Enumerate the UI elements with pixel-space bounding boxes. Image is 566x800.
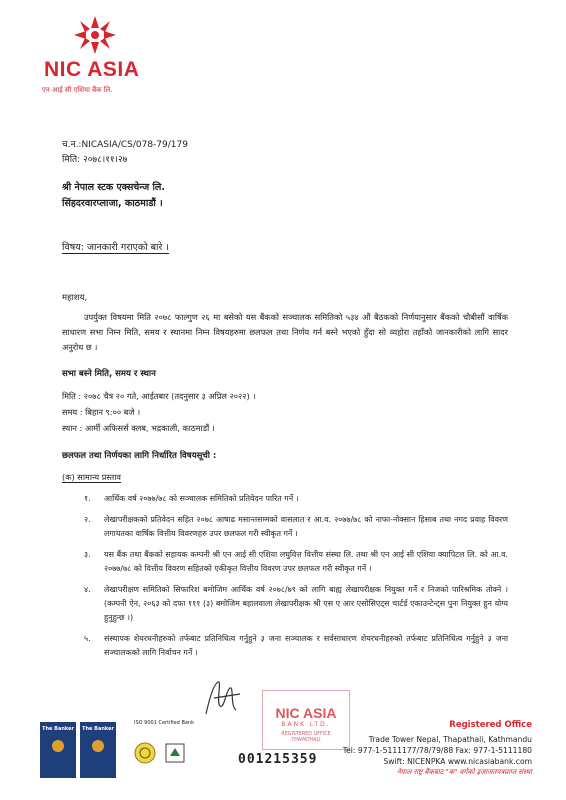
body-paragraph: उपर्युक्त विषयमा मिति २०७८ फाल्गुण २६ मा बसेको यस बैंकको सञ्चालक समितिको ५३४ औं बैठकको निर्णयानुसार बैंकको चौबीसौं वार्षिक साधारण सभा निम्न मिति, समय र स्थानमा निम्न विषयहरुमा छलफल तथा निर्णय गर्न बस्ने भएको हुँदा सो व्यहोरा तहाँको जानकारीको लागि सादर अनुरोध छ । [62, 312, 508, 352]
agenda-subheading: (क) सामान्य प्रस्ताव [62, 472, 121, 482]
office-address: Trade Tower Nepal, Thapathali, Kathmandu [368, 735, 532, 744]
company-stamp [262, 690, 350, 750]
office-phone: Tel: 977-1-5111177/78/79/88 Fax: 977-1-5111180 [342, 746, 532, 755]
office-title: Registered Office [449, 720, 532, 730]
subject-line: विषय: जानकारी गराएको बारे । [62, 242, 169, 253]
brand-tagline: एन आई सी एशिया बैंक लि. [42, 86, 113, 94]
agenda-number: ३. [84, 550, 91, 559]
reference-number: च.न.:NICASIA/CS/078-79/179 [62, 140, 188, 150]
meeting-heading: सभा बस्ने मिति, समय र स्थान [62, 369, 156, 379]
agenda-text: लेखापरीक्षण समितिको सिफारिश बमोजिम आर्थिक वर्ष २०७८/७९ को लागि बाह्य लेखापरीक्षक नियुक्त गर्ने र निजको पारिश्रमिक तोक्ने । (कम्पनी ऐन, २०६३ को दफा १११ (३) बमोजिम बहालवाला लेखापरीक्षक श्री एस ए आर एसोसिएट्स चार्टर्ड एकाउन्टेन्ट्स पुनः नियुक्त हुन योग्य हुनुहुन्छ ।) [104, 585, 508, 622]
agenda-list [84, 492, 508, 667]
stamp-text: REGISTERED OFFICE THAPATHALI [281, 732, 331, 743]
award-medal-icon [52, 740, 64, 752]
agenda-number: ५. [84, 634, 91, 643]
nic-asia-logo-icon [70, 14, 120, 56]
award-medal-icon [92, 740, 104, 752]
signature-icon [200, 676, 246, 722]
meeting-time: समय : बिहान ९:०० बजे । [62, 407, 141, 417]
iso-label: ISO 9001 Certified Bank [134, 720, 195, 726]
ukas-certification-icon [164, 742, 186, 764]
meeting-details [62, 388, 255, 436]
agenda-text: लेखापरीक्षकको प्रतिवेदन सहित २०७८ आषाढ मसान्तसम्मको वासलात र आ.व. २०७७/७८ को नाफा-नोक्सान हिसाब तथा नगद प्रवाह विवरण लगायतका वार्षिक वित्तीय विवरणहरु उपर छलफल गरी स्वीकृत गर्ने । [104, 515, 508, 538]
stamp-brand: NIC ASIA [275, 705, 337, 721]
meeting-date: मिति : २०७८ चैत्र २० गते, आईतबार (तदनुसार ३ अप्रिल २०२२) । [62, 391, 256, 401]
reference-block [62, 138, 188, 168]
agenda-text: यस बैंक तथा बैंकको सहायक कम्पनी श्री एन आई सी एशिया लघुवित्त वित्तीय संस्था लि. तथा श्री एन आई सी एशिया क्यापिटल लि. को आ.व. २०७७/७८ को वित्तीय विवरण सहितको एकीकृत वित्तीय विवरण उपर छलफल गरी स्वीकृत गर्ने । [104, 550, 508, 573]
brand-name: NIC ASIA [44, 58, 140, 81]
office-swift: Swift: NICENPKA www.nicasiabank.com [383, 757, 532, 766]
letter-date: मिति: २०७८।११।२७ [62, 155, 128, 165]
agenda-text: आर्थिक वर्ष २०७७/७८ को सञ्चालक समितिको प्रतिवेदन पारित गर्ने । [104, 494, 299, 503]
salutation: महाशय, [62, 293, 88, 303]
recipient-line: सिंहदरवारप्लाजा, काठमाडौं । [62, 198, 163, 209]
iso-certification-icon [134, 742, 156, 764]
agenda-number: १. [84, 494, 91, 503]
award-badge: The Banker [80, 722, 116, 778]
meeting-venue: स्थान : आर्मी अफिसर्स क्लब, भद्रकाली, काठमाडौं । [62, 423, 215, 433]
agenda-item [84, 513, 508, 541]
recipient-line: श्री नेपाल स्टक एक्सचेन्ज लि. [62, 182, 165, 193]
recipient-address [62, 180, 165, 212]
agenda-text: संस्थापक शेयरधनीहरुको तर्फबाट प्रतिनिधित्व गर्नुहुने ३ जना सञ्चालक र सर्वसाधारण शेयरधनीहरुको तर्फबाट प्रतिनिधित्व गर्नुहुने ३ जना सञ्चालकको लागि निर्वाचन गर्ने । [104, 634, 508, 657]
serial-number: 001215359 [238, 752, 318, 767]
license-note: नेपाल राष्ट्र बैंकबाट "क" वर्गको इजाजतपत्रप्राप्त संस्था [396, 768, 532, 776]
agenda-number: २. [84, 515, 91, 524]
agenda-number: ४. [84, 585, 91, 594]
agenda-item [84, 583, 508, 625]
agenda-item [84, 548, 508, 576]
award-badge: The Banker [40, 722, 76, 778]
agenda-item [84, 492, 508, 506]
registered-office [343, 720, 532, 778]
agenda-item [84, 632, 508, 660]
agenda-heading: छलफल तथा निर्णयका लागि निर्धारित विषयसूची : [62, 451, 217, 461]
stamp-sub: BANK LTD. [281, 721, 331, 728]
